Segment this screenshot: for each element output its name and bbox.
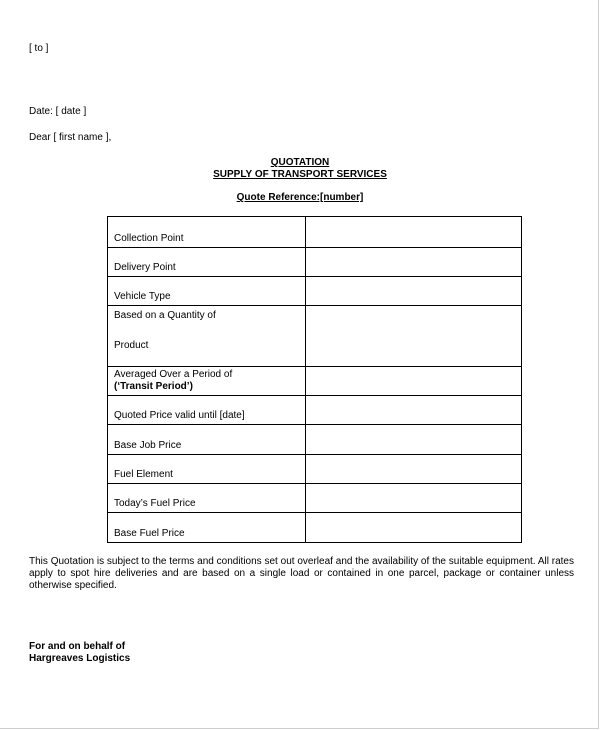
signature-company: Hargreaves Logistics (29, 653, 131, 664)
row-label-line1: Based on a Quantity of (114, 310, 216, 321)
row-value (306, 277, 522, 306)
row-value (306, 217, 522, 248)
row-label-line2: Product (114, 340, 149, 351)
document-title: QUOTATION (270, 157, 330, 168)
row-label: Base Fuel Price (108, 513, 306, 543)
row-label: Collection Point (108, 217, 306, 248)
recipient-placeholder: [ to ] (29, 43, 49, 54)
row-label: Quoted Price valid until [date] (108, 396, 306, 425)
row-label: Today’s Fuel Price (108, 484, 306, 513)
table-row (108, 277, 522, 306)
quote-reference: Quote Reference:[number] (236, 192, 364, 203)
table-row (108, 513, 522, 543)
row-label (108, 367, 306, 396)
table-row (108, 396, 522, 425)
row-label-line2: (‘Transit Period’) (114, 381, 193, 392)
row-label: Fuel Element (108, 455, 306, 484)
table-row (108, 367, 522, 396)
table-row (108, 217, 522, 248)
row-value (306, 367, 522, 396)
row-value (306, 248, 522, 277)
table-row (108, 455, 522, 484)
row-value (306, 455, 522, 484)
row-value (306, 396, 522, 425)
date-line: Date: [ date ] (29, 106, 87, 117)
row-label-line1: Averaged Over a Period of (114, 369, 233, 380)
row-value (306, 513, 522, 543)
row-value (306, 484, 522, 513)
row-label (108, 306, 306, 367)
row-label: Delivery Point (108, 248, 306, 277)
row-value (306, 306, 522, 367)
table-row (108, 425, 522, 455)
row-value (306, 425, 522, 455)
terms-paragraph: This Quotation is subject to the terms and conditions set out overleaf and the availability of the suitable equipment. All rates apply to spot hire deliveries and are based on a single load or contained in one parcel, package or container unless otherwise specified. (29, 556, 574, 591)
table-row (108, 306, 522, 367)
row-label: Base Job Price (108, 425, 306, 455)
signature-line1: For and on behalf of (29, 641, 126, 652)
row-label: Vehicle Type (108, 277, 306, 306)
table-row (108, 484, 522, 513)
salutation: Dear [ first name ], (29, 132, 112, 143)
document-subtitle: SUPPLY OF TRANSPORT SERVICES (213, 169, 387, 180)
quotation-table (107, 216, 522, 543)
table-row (108, 248, 522, 277)
